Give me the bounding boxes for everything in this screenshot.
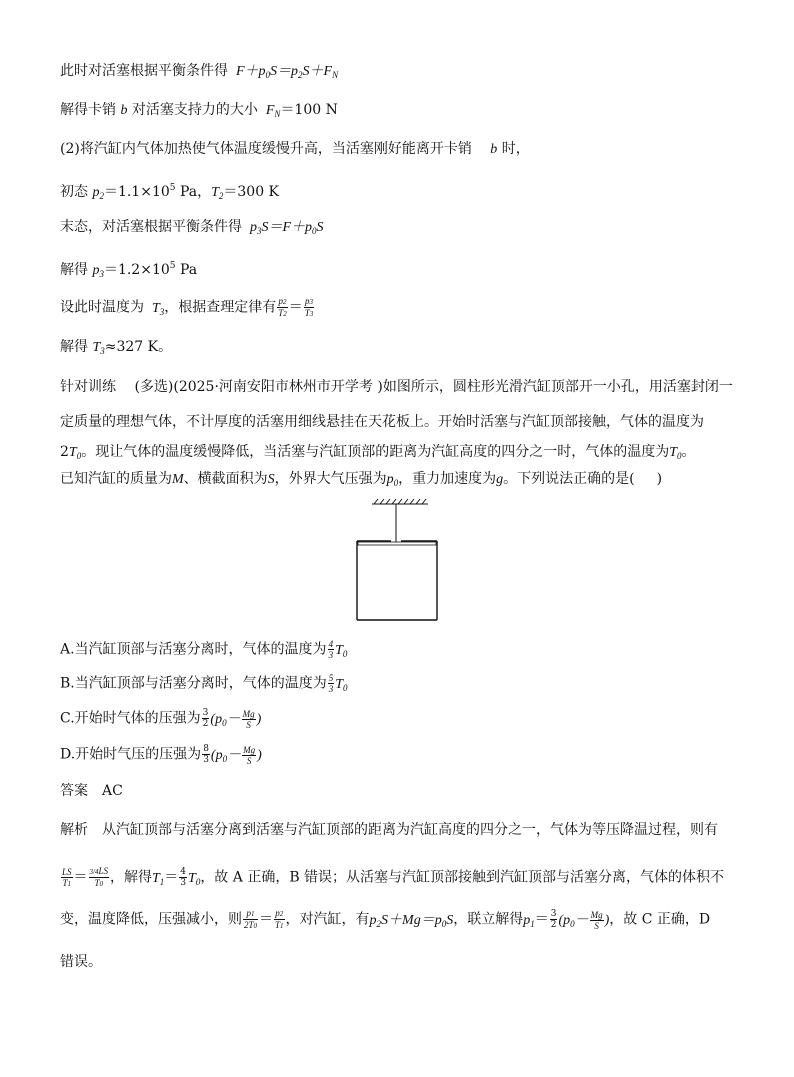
solution-line-support-force: 解得卡销 b 对活塞支持力的大小 $F_N=100$ N: [60, 102, 338, 119]
answer-label: 答案: [60, 783, 88, 799]
answer-value: AC: [102, 783, 123, 799]
question-stem-line2: 定质量的理想气体，不计厚度的活塞用细线悬挂在天花板上。开始时活塞与汽缸顶部接触，气体的温度为: [60, 414, 704, 430]
solution-line-final-state: 末态，对活塞根据平衡条件得 $p_3S=F+p_0S$: [60, 219, 324, 236]
option-c: C.开始时气体的压强为 $\frac{3}{2}$ ($p_0-$ $\frac{Mg}{S}$ ): [60, 708, 262, 730]
analysis-label: 解析: [60, 822, 88, 838]
solution-line-p3-result: 解得 $p_3=1.2\times 10^5$ Pa: [60, 261, 198, 279]
option-a: A.当汽缸顶部与活塞分离时，气体的温度为 $\frac{4}{3}$ $T_0$: [60, 639, 348, 660]
solution-line-part2-intro: (2)将汽缸内气体加热使气体温度缓慢升高，当活塞刚好能离开卡销 b 时，: [60, 141, 530, 157]
ceiling-hatch: [372, 499, 428, 504]
option-d: D.开始时气压的压强为 $\frac{8}{3}$ ($p_0-$ $\frac{Mg}{S}$ ): [60, 744, 262, 766]
option-b: B.当汽缸顶部与活塞分离时，气体的温度为 $\frac{5}{3}$ $T_0$: [60, 673, 348, 694]
solution-line-initial-state: 初态 $p_2=1.1\times 10^5$ Pa，$T_2=300$ K: [60, 183, 280, 201]
solution-line-equilibrium: 此时对活塞根据平衡条件得 $F+p_0S=p_2S+F_N$: [60, 63, 339, 80]
analysis-line2: $\frac{LS}{T1}$ ＝ $\frac{3/4LS}{T0}$ ，解得$T_1=$ $\frac{4}{3}$ $T_0$，故 A 正确，B 错误；从活塞与汽缸顶部接触到汽缸顶部与活塞分离，气体的体积不: [62, 866, 725, 888]
analysis-line4: 错误。: [60, 954, 102, 970]
piston: [358, 542, 436, 545]
question-tag: (多选)(2025·河南安阳市林州市开学考 ): [134, 379, 383, 395]
analysis-line1: 解析 从汽缸顶部与活塞分离到活塞与汽缸顶部的距离为汽缸高度的四分之一，气体为等压降温过程，则有: [60, 822, 718, 838]
equation: $F+p_0S=p_2S+F_N$: [232, 64, 339, 80]
cylinder: [357, 541, 437, 620]
question-stem-line1: 针对训练 (多选)(2025·河南安阳市林州市开学考 )如图所示，圆柱形光滑汽缸顶部开一小孔，用活塞封闭一: [60, 379, 733, 395]
cylinder-diagram: [350, 495, 450, 627]
solution-line-charles-law: 设此时温度为 $T_3$，根据查理定律有 $\frac{p2}{T2}$ ＝ $\frac{p3}{T3}$: [60, 296, 314, 318]
question-label: 针对训练: [60, 379, 116, 395]
answer-line: [60, 781, 123, 801]
question-stem-line3: $2T_0$。现让气体的温度缓慢降低，当活塞与汽缸顶部的距离为汽缸高度的四分之一时，气体的温度为$T_0$。: [60, 444, 696, 461]
analysis-line3: 变，温度降低，压强减小，则 $\frac{p1}{2T0}$ ＝ $\frac{p2}{T1}$ ，对汽缸，有$p_2S+Mg=p_0S$，联立解得$p_1=$ $\frac{3}{2}$ ($p_0-$ $\frac{Mg}{S}$ )，故 C 正确，D: [60, 908, 711, 931]
question-stem-line4: 已知汽缸的质量为M、横截面积为S，外界大气压强为$p_0$，重力加速度为g。下列说法正确的是( ): [60, 471, 663, 488]
solution-line-t3-result: 解得 $T_3\approx 327$ K。: [60, 339, 173, 356]
